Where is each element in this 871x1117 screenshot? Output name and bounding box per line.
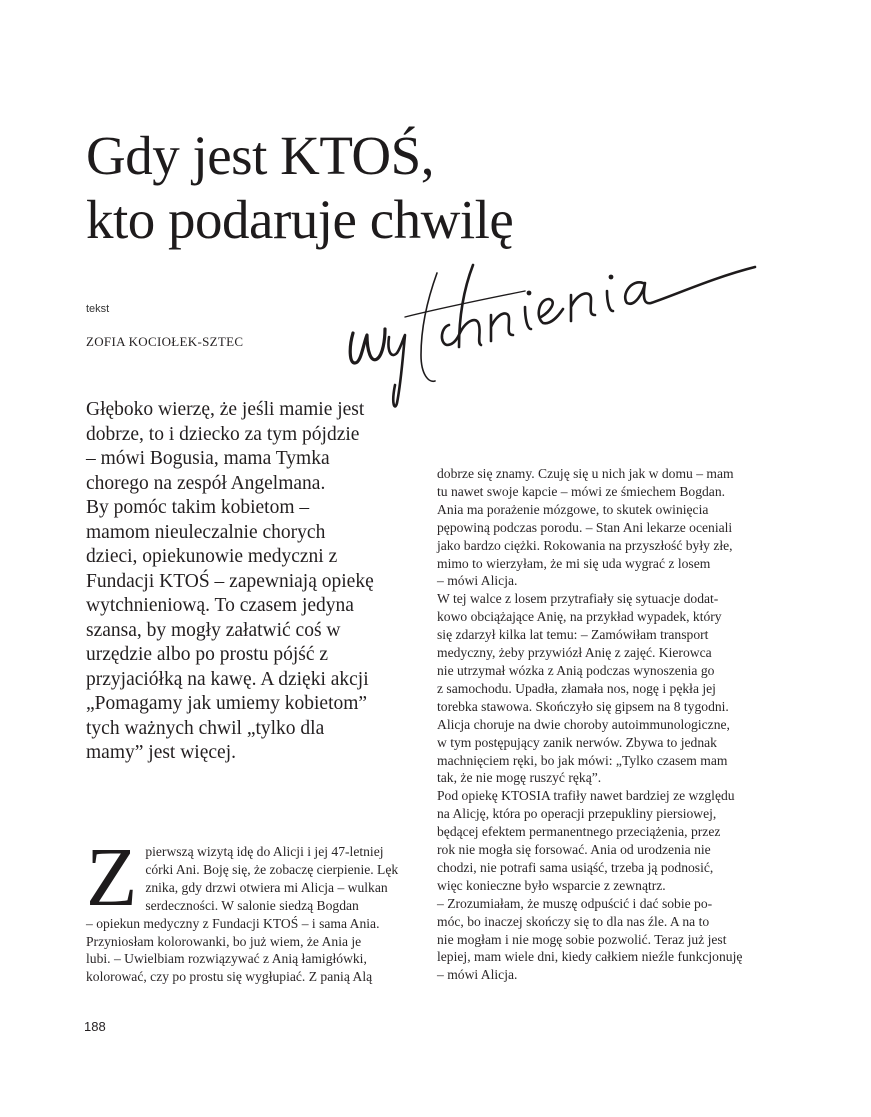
- body-line: w tym postępujący zanik nerwów. Zbywa to jednak: [437, 734, 717, 750]
- lead-line: mamy” jest więcej.: [86, 742, 236, 763]
- body-line: Alicja choruje na dwie choroby autoimmunologiczne,: [437, 716, 730, 732]
- body-line: – Zrozumiałam, że muszę odpuścić i dać sobie po-: [437, 895, 713, 911]
- title-line-1: Gdy jest KTOŚ,: [86, 125, 434, 186]
- body-line: nie utrzymał wózka z Anią podczas wynoszenia go: [437, 662, 715, 678]
- body-line: medyczny, żeby przywiózł Anię z zajęć. Kierowca: [437, 645, 712, 661]
- title-line-2: kto podaruje chwilę: [86, 189, 514, 250]
- lead-paragraph: [86, 398, 386, 766]
- body-line: Przyniosłam kolorowanki, bo już wiem, że Ania je: [86, 933, 362, 949]
- body-line: chodzi, nie potrafi sama usiąść, trzeba ją podnosić,: [437, 859, 714, 875]
- lead-line: dzieci, opiekunowie medyczni z: [86, 546, 338, 567]
- body-line: lubi. – Uwielbiam rozwiązywać z Anią łamigłówki,: [86, 951, 367, 967]
- body-line: mimo to wierzyłam, że mi się uda wygrać z losem: [437, 555, 711, 571]
- lead-line: By pomóc takim kobietom –: [86, 497, 310, 518]
- lead-line: – mówi Bogusia, mama Tymka: [86, 448, 330, 469]
- lead-line: wytchnieniową. To czasem jedyna: [86, 595, 354, 616]
- body-line: nie mogłam i nie mogę sobie pozwolić. Teraz już jest: [437, 931, 727, 947]
- lead-line: Głęboko wierzę, że jeśli mamie jest: [86, 399, 365, 420]
- body-line: serdeczności. W salonie siedzą Bogdan: [145, 897, 359, 913]
- body-column-right: [437, 465, 777, 984]
- lead-line: szansa, by mogły załatwić coś w: [86, 619, 341, 641]
- page-number: 188: [84, 1019, 106, 1034]
- body-line: lepiej, mam wiele dni, kiedy całkiem nieźle funkcjonuję: [437, 949, 743, 965]
- body-line: z samochodu. Upadła, złamała nos, nogę i pękła jej: [437, 680, 716, 696]
- body-line: W tej walce z losem przytrafiały się sytuacje dodat-: [437, 591, 719, 607]
- lead-line: „Pomagamy jak umiemy kobietom”: [86, 693, 368, 714]
- body-line: – mówi Alicja.: [437, 573, 518, 589]
- body-line: – opiekun medyczny z Fundacji KTOŚ – i sama Ania.: [86, 915, 380, 931]
- credit-label: tekst: [86, 303, 110, 315]
- body-line: kowo obciążające Anię, na przykład wypadek, który: [437, 609, 722, 625]
- body-column-left: [86, 831, 406, 986]
- body-line: dobrze się znamy. Czuję się u nich jak w domu – mam: [437, 466, 734, 481]
- script-word-wytchnienia: [345, 255, 765, 415]
- body-line: torebka stawowa. Skończyło się gipsem na 8 tygodni.: [437, 698, 729, 714]
- article-title: [86, 124, 513, 252]
- body-line: Ania ma porażenie mózgowe, to skutek owinięcia: [437, 501, 709, 517]
- body-line: Pod opiekę KTOSIA trafiły nawet bardziej ze względu: [437, 788, 735, 804]
- body-line: kolorować, czy po prostu się wygłupiać. Z panią Alą: [86, 969, 373, 985]
- body-line: rok nie mogła się forsować. Ania od urodzenia nie: [437, 842, 711, 858]
- body-line: na Alicję, która po operacji przepukliny piersiowej,: [437, 806, 717, 822]
- body-line: tak, że nie mogę ruszyć ręką”.: [437, 770, 602, 786]
- lead-line: tych ważnych chwil „tylko dla: [86, 717, 325, 739]
- lead-line: dobrze, to i dziecko za tym pójdzie: [86, 423, 360, 445]
- author-name: ZOFIA KOCIOŁEK-SZTEC: [86, 334, 244, 349]
- body-line: więc konieczne było wsparcie z zewnątrz.: [437, 877, 666, 893]
- body-line: móc, bo inaczej skończy się to dla nas źle. A na to: [437, 913, 710, 929]
- lead-line: Fundacji KTOŚ – zapewniają opiekę: [86, 570, 374, 592]
- body-line: się zdarzył kilka lat temu: – Zamówiłam transport: [437, 627, 709, 643]
- body-line: znika, gdy drzwi otwiera mi Alicja – wulkan: [145, 879, 388, 895]
- lead-line: przyjaciółką na kawę. A dzięki akcji: [86, 668, 369, 690]
- body-line: pierwszą wizytą idę do Alicji i jej 47-letniej: [145, 844, 384, 859]
- body-line: jako bardzo ciężki. Rokowania na przyszłość były złe,: [437, 537, 733, 553]
- lead-line: chorego na zespół Angelmana.: [86, 472, 326, 494]
- body-line: tu nawet swoje kapcie – mówi ze śmiechem Bogdan.: [437, 483, 726, 499]
- body-line: będącej efektem permanentnego przeciążenia, przez: [437, 824, 721, 840]
- body-line: córki Ani. Boję się, że zobaczę cierpienie. Lęk: [145, 861, 399, 877]
- body-line: – mówi Alicja.: [437, 967, 518, 983]
- body-line: pępowiną podczas porodu. – Stan Ani lekarze oceniali: [437, 519, 733, 535]
- body-line: machnięciem ręki, bo jak mówi: „Tylko czasem mam: [437, 752, 728, 768]
- lead-line: mamom nieuleczalnie chorych: [86, 521, 326, 543]
- lead-line: urzędzie albo po prostu pójść z: [86, 644, 329, 665]
- drop-cap: Z: [86, 831, 138, 924]
